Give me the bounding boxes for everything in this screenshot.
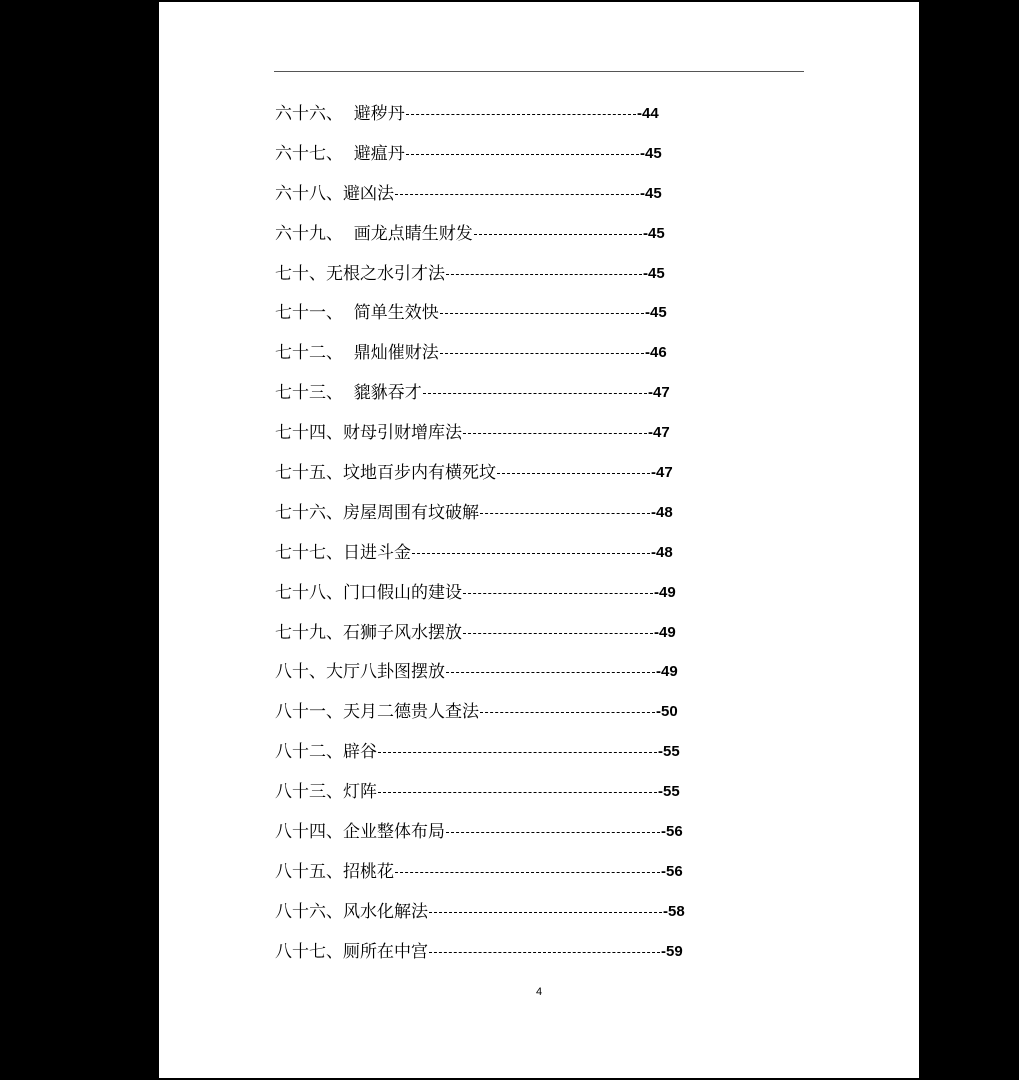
toc-leader-dashes bbox=[446, 672, 655, 673]
page-number: 4 bbox=[535, 986, 543, 998]
toc-entry-title: 七十七、日进斗金 bbox=[275, 542, 411, 563]
toc-entry-title: 八十五、招桃花 bbox=[275, 861, 394, 882]
toc-entry-title: 六十六、 避秽丹 bbox=[275, 104, 405, 124]
toc-entry-page: -55 bbox=[658, 783, 680, 801]
toc-entry[interactable] bbox=[275, 619, 875, 659]
toc-leader-dashes bbox=[429, 952, 660, 953]
toc-entry[interactable] bbox=[275, 658, 875, 698]
toc-entry-page: -58 bbox=[663, 902, 685, 920]
toc-leader-dashes bbox=[406, 154, 639, 155]
toc-entry[interactable] bbox=[275, 938, 875, 978]
toc-entry-page: -59 bbox=[661, 942, 683, 960]
toc-entry[interactable] bbox=[275, 100, 875, 140]
toc-entry-title: 八十一、天月二德贵人查法 bbox=[275, 702, 479, 723]
toc-entry-page: -50 bbox=[656, 703, 678, 721]
toc-entry-page: -56 bbox=[661, 823, 683, 841]
toc-entry[interactable] bbox=[275, 140, 875, 180]
toc-entry-page: -44 bbox=[637, 105, 659, 122]
toc-leader-dashes bbox=[423, 393, 647, 394]
toc-entry[interactable] bbox=[275, 579, 875, 619]
toc-leader-dashes bbox=[395, 872, 660, 873]
toc-entry[interactable] bbox=[275, 738, 875, 778]
toc-entry-title: 八十二、辟谷 bbox=[275, 742, 377, 763]
toc-leader-dashes bbox=[429, 912, 662, 913]
toc-leader-dashes bbox=[378, 792, 657, 793]
toc-entry-title: 七十四、财母引财增库法 bbox=[275, 423, 462, 444]
toc-entry-page: -47 bbox=[648, 424, 670, 442]
toc-entry[interactable] bbox=[275, 778, 875, 818]
toc-entry[interactable] bbox=[275, 539, 875, 579]
toc-entry-title: 六十九、 画龙点睛生财发 bbox=[275, 223, 473, 244]
toc-entry[interactable] bbox=[275, 858, 875, 898]
document-page bbox=[159, 2, 919, 1078]
toc-entry-title: 七十一、 简单生效快 bbox=[275, 303, 439, 324]
toc-leader-dashes bbox=[497, 473, 650, 474]
toc-entry-title: 八十七、厕所在中宫 bbox=[275, 941, 428, 962]
toc-entry-page: -45 bbox=[645, 304, 667, 322]
toc-entry-page: -47 bbox=[648, 384, 670, 402]
toc-entry-page: -55 bbox=[658, 743, 680, 761]
toc-leader-dashes bbox=[395, 194, 639, 195]
toc-leader-dashes bbox=[474, 234, 642, 235]
toc-entry[interactable] bbox=[275, 339, 875, 379]
toc-entry-title: 八十、大厅八卦图摆放 bbox=[275, 662, 445, 683]
toc-leader-dashes bbox=[406, 114, 636, 115]
toc-entry-page: -45 bbox=[640, 144, 662, 162]
toc-entry[interactable] bbox=[275, 299, 875, 339]
toc-entry-title: 八十三、灯阵 bbox=[275, 782, 377, 803]
toc-entry-page: -45 bbox=[643, 224, 665, 242]
toc-entry[interactable] bbox=[275, 379, 875, 419]
toc-entry-title: 七十八、门口假山的建设 bbox=[275, 582, 462, 603]
toc-leader-dashes bbox=[463, 633, 653, 634]
toc-leader-dashes bbox=[480, 513, 650, 514]
toc-entry[interactable] bbox=[275, 818, 875, 858]
toc-entry-page: -48 bbox=[651, 503, 673, 521]
toc-entry-title: 七十九、石狮子风水摆放 bbox=[275, 622, 462, 643]
toc-entry[interactable] bbox=[275, 499, 875, 539]
toc-entry-page: -47 bbox=[651, 464, 673, 482]
toc-entry-page: -49 bbox=[656, 663, 678, 681]
toc-entry-title: 七十六、房屋周围有坟破解 bbox=[275, 502, 479, 523]
toc-entry-title: 六十八、避凶法 bbox=[275, 183, 394, 204]
toc-entry-page: -45 bbox=[643, 264, 665, 282]
toc-entry-page: -45 bbox=[640, 184, 662, 202]
toc-entry-title: 七十二、 鼎灿催财法 bbox=[275, 343, 439, 364]
toc-leader-dashes bbox=[412, 553, 650, 554]
toc-entry-title: 六十七、 避瘟丹 bbox=[275, 143, 405, 164]
toc-entry-page: -46 bbox=[645, 344, 667, 362]
toc-entry-page: -48 bbox=[651, 543, 673, 561]
toc-leader-dashes bbox=[463, 593, 653, 594]
toc-leader-dashes bbox=[378, 752, 657, 753]
toc-leader-dashes bbox=[446, 832, 660, 833]
toc-entry-title: 七十三、 貔貅吞才 bbox=[275, 383, 422, 404]
toc-entry[interactable] bbox=[275, 898, 875, 938]
toc-leader-dashes bbox=[440, 353, 644, 354]
toc-entry-page: -49 bbox=[654, 623, 676, 641]
toc-entry[interactable] bbox=[275, 419, 875, 459]
toc-entry[interactable] bbox=[275, 698, 875, 738]
header-rule bbox=[274, 71, 804, 72]
toc-leader-dashes bbox=[463, 433, 647, 434]
toc-entry-title: 七十五、坟地百步内有横死坟 bbox=[275, 463, 496, 484]
toc-entry[interactable] bbox=[275, 220, 875, 260]
toc-entry-title: 八十六、风水化解法 bbox=[275, 901, 428, 922]
toc-leader-dashes bbox=[446, 274, 642, 275]
toc-leader-dashes bbox=[440, 313, 644, 314]
toc-entry[interactable] bbox=[275, 459, 875, 499]
toc-leader-dashes bbox=[480, 712, 655, 713]
table-of-contents bbox=[275, 100, 875, 978]
toc-entry[interactable] bbox=[275, 180, 875, 220]
toc-entry-page: -49 bbox=[654, 583, 676, 601]
toc-entry-title: 八十四、企业整体布局 bbox=[275, 822, 445, 843]
toc-entry-page: -56 bbox=[661, 862, 683, 880]
toc-entry[interactable] bbox=[275, 260, 875, 300]
toc-entry-title: 七十、无根之水引才法 bbox=[275, 263, 445, 284]
